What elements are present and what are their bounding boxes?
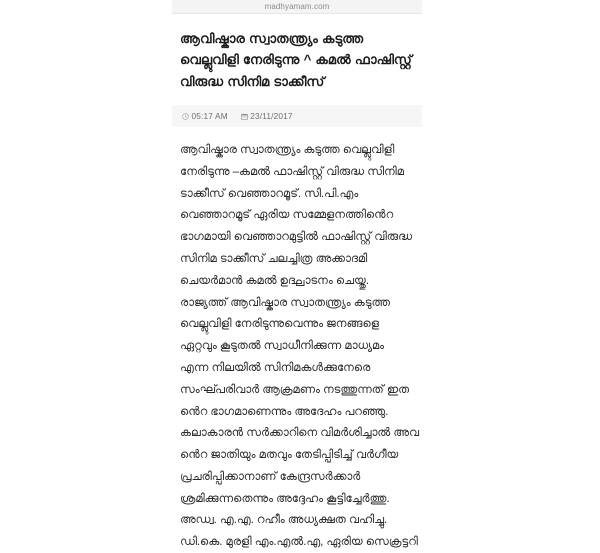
body-line: സംഘ്പരിവാർ ആക്രമണം നടത്തുന്നത് ഇത (180, 382, 410, 396)
body-line: ൻെറ ജാതിയും മതവും തേടിപ്പിടിച്ച് വർഗീയ (180, 448, 399, 462)
body-line: ഏറ്റവും കൂടുതൽ സ്വാധീനിക്കുന്ന മാധ്യമം (180, 339, 385, 353)
body-line: സിനിമ ടാക്കീസ് ചലച്ചിത്ര അക്കാദമി (180, 252, 368, 266)
body-line: കലാകാരൻ സർക്കാറിനെ വിമർശിച്ചാൽ അവ (180, 426, 420, 440)
body-line: ശ്രമിക്കുന്നതെന്നും അദ്ദേഹം കൂട്ടിച്ചേർത്തു. (180, 491, 390, 505)
publish-date (241, 112, 293, 120)
body-line: രാജ്യത്ത് ആവിഷ്കാര സ്വാതന്ത്ര്യം കടുത്ത (180, 295, 390, 309)
body-line: പ്രചരിപ്പിക്കാനാണ് കേന്ദ്രസർക്കാർ (180, 469, 361, 483)
body-line: അഡ്വ. എ.എ. റഹീം അധ്യക്ഷത വഹിച്ചു. (180, 513, 388, 527)
headline-line-1: ആവിഷ്കാര സ്വാതന്ത്ര്യം കടുത്ത (180, 31, 364, 46)
body-line: എന്ന നിലയിൽ സിനിമകൾക്കുനേരെ (180, 360, 371, 374)
clock-icon (182, 113, 189, 120)
body-line: വെല്ലുവിളി നേരിടുന്നുവെന്നും ജനങ്ങളെ (180, 317, 379, 331)
body-line: ഡി.കെ. മുരളി എം.എൽ.എ, ഏരിയ സെക്രട്ടറി (180, 535, 418, 549)
article-meta (172, 105, 422, 127)
headline-line-3: വിരുദ്ധ സിനിമ ടാക്കീസ് (180, 73, 325, 89)
publish-time (182, 112, 228, 120)
site-url-label: madhyamam.com (264, 1, 330, 11)
site-url-bar (172, 0, 422, 14)
publish-time-label: 05:17 AM (191, 110, 228, 121)
body-line: ആവിഷ്കാര സ്വാതന്ത്ര്യം കടുത്ത വെല്ലുവിളി (180, 143, 395, 157)
body-line: ചെയർമാൻ കമൽ ഉദ്ഘാടനം ചെയ്തു. (180, 273, 369, 287)
article-body (172, 139, 422, 553)
body-line: ൻെറ ഭാഗമാണെന്നും അദേഹം പറഞ്ഞു. (180, 404, 389, 418)
body-line: ഭാഗമായി വെഞ്ഞാറമുട്ടിൽ ഫാഷിസ്റ്റ് വിരുദ്ധ (180, 230, 413, 244)
body-line: വെഞ്ഞാറമൂട് ഏരിയ സമ്മേളനത്തിൻെറ (180, 208, 394, 222)
body-line: നേരിടുന്നു –കമൽ ഫാഷിസ്റ്റ് വിരുദ്ധ സിനിമ (180, 164, 404, 178)
body-line: ടാക്കീസ് വെഞ്ഞാറമൂട്. സി.പി.എം (180, 186, 359, 200)
article-column (172, 0, 422, 549)
publish-date-label: 23/11/2017 (250, 110, 293, 121)
calendar-icon (241, 113, 248, 120)
article-headline (172, 28, 422, 92)
headline-line-2: വെല്ലുവിളി നേരിടുന്നു ^ കമൽ ഫാഷിസ്റ്റ് (180, 52, 412, 68)
